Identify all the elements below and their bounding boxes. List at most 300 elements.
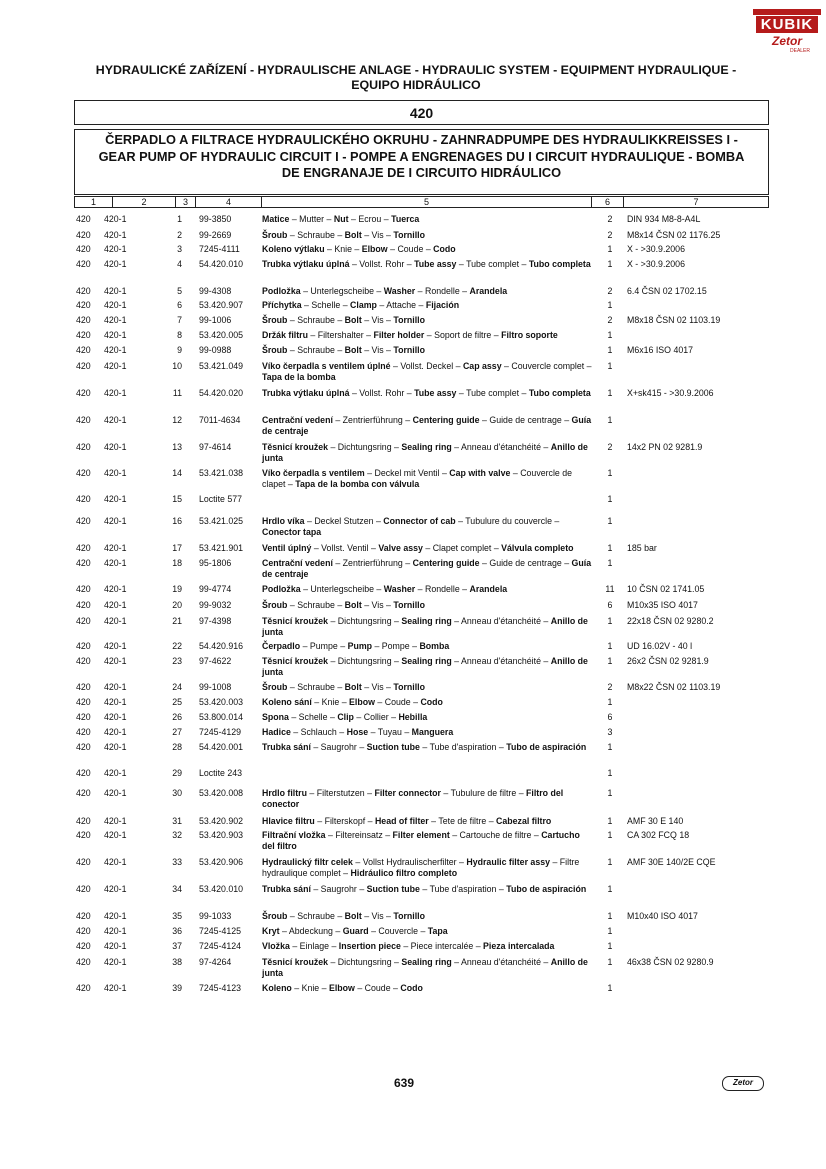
figure-cell: 420-1: [104, 286, 127, 296]
description-3: Sealing ring: [401, 442, 452, 452]
group-cell: 420: [76, 727, 91, 737]
description-4: Vis: [371, 682, 384, 692]
description-4: Pompe: [381, 641, 410, 651]
figure-cell: 420-1: [104, 600, 127, 610]
description-4: Vis: [371, 600, 384, 610]
description-5: Codo: [400, 983, 423, 993]
group-cell: 420: [76, 584, 91, 594]
description-3: Washer: [383, 584, 416, 594]
description-5: Anillo de junta: [262, 616, 588, 637]
description-5: Tornillo: [393, 600, 425, 610]
description-cell: Trubka sání – Saugrohr – Suction tube – Tube d'aspiration – Tubo de aspiración: [262, 884, 587, 894]
zetor-logo-text: Zetor: [772, 34, 802, 48]
figure-cell: 420-1: [104, 788, 127, 798]
description-5: Tubo completa: [528, 388, 591, 398]
part-number-cell: 99-3850: [199, 214, 232, 224]
position-cell: 24: [172, 682, 182, 692]
figure-cell: 420-1: [104, 641, 127, 651]
quantity-cell: 1: [607, 742, 613, 752]
quantity-cell: 1: [607, 468, 613, 478]
part-number-cell: 99-0988: [199, 345, 232, 355]
description-cell: Hrdlo filtru – Filterstutzen – Filter connector – Tubulure de filtre – Filtro del conector: [262, 788, 564, 809]
description-2: Knie: [321, 697, 340, 707]
group-cell: 420: [76, 641, 91, 651]
position-cell: 27: [172, 727, 182, 737]
description-3: Clamp: [350, 300, 377, 310]
quantity-cell: 3: [607, 727, 613, 737]
position-cell: 7: [177, 315, 182, 325]
description-4: Anneau d'étanchéité: [461, 616, 541, 626]
description-2: Schraube: [297, 600, 335, 610]
part-number-cell: 53.421.049: [199, 361, 244, 371]
description-5: Arandela: [469, 584, 508, 594]
description-2: Saugrohr: [320, 742, 357, 752]
description-cell: Hlavice filtru – Filterskopf – Head of filter – Tete de filtre – Cabezal filtro: [262, 816, 552, 826]
description-2: Unterlegscheibe: [310, 286, 374, 296]
position-cell: 13: [172, 442, 182, 452]
position-cell: 18: [172, 558, 182, 568]
description-cell: Těsnicí kroužek – Dichtungsring – Sealing ring – Anneau d'étanchéité – Anillo de junta: [262, 957, 588, 978]
description-4: Piece intercalée: [410, 941, 474, 951]
quantity-cell: 1: [607, 300, 613, 310]
description-5: Cabezal filtro: [496, 816, 552, 826]
description-2: Unterlegscheibe: [310, 584, 374, 594]
part-number-cell: 7245-4129: [199, 727, 242, 737]
description-cell: Víko čerpadla s ventilem – Deckel mit Ventil – Cap with valve – Couvercle de clapet – Tapa de la bomba con válvula: [262, 468, 573, 489]
description-5: Guía de centraje: [262, 558, 592, 579]
page-title-line2: EQUIPO HIDRÁULICO: [351, 78, 481, 92]
part-number-cell: 53.420.906: [199, 857, 244, 867]
description-cell: Koleno – Knie – Elbow – Coude – Codo: [262, 983, 423, 993]
description-2: Abdeckung: [288, 926, 333, 936]
figure-cell: 420-1: [104, 330, 127, 340]
description-cell: Koleno sání – Knie – Elbow – Coude – Codo: [262, 697, 443, 707]
description-4: Coude: [397, 244, 424, 254]
figure-cell: 420-1: [104, 388, 127, 398]
part-number-cell: 53.420.903: [199, 830, 244, 840]
description-1: Hydraulický filtr celek: [262, 857, 353, 867]
description-3: Valve assy: [378, 543, 423, 553]
description-cell: Těsnicí kroužek – Dichtungsring – Sealing ring – Anneau d'étanchéité – Anillo de junta: [262, 616, 588, 637]
description-1: Centrační vedení: [262, 415, 333, 425]
position-cell: 35: [172, 911, 182, 921]
figure-cell: 420-1: [104, 415, 127, 425]
description-cell: Šroub – Schraube – Bolt – Vis – Tornillo: [262, 682, 425, 692]
figure-cell: 420-1: [104, 442, 127, 452]
description-1: Filtrační vložka: [262, 830, 326, 840]
position-cell: 5: [177, 286, 182, 296]
description-2: Schraube: [297, 682, 335, 692]
position-cell: 31: [172, 816, 182, 826]
section-title-line1: ČERPADLO A FILTRACE HYDRAULICKÉHO OKRUHU - ZAHNRADPUMPE DES HYDRAULIKKREISSES I -: [105, 132, 738, 147]
description-1: Trubka sání: [262, 884, 311, 894]
description-1: Víko čerpadla s ventilem: [262, 468, 365, 478]
note-cell: 185 bar: [627, 543, 657, 553]
description-3: Centering guide: [412, 415, 480, 425]
description-1: Hlavice filtru: [262, 816, 315, 826]
part-number-cell: 97-4398: [199, 616, 232, 626]
description-5: Arandela: [469, 286, 508, 296]
column-header: 5: [262, 197, 592, 207]
group-cell: 420: [76, 816, 91, 826]
description-cell: Centrační vedení – Zentrierführung – Centering guide – Guide de centrage – Guía de centraje: [262, 415, 592, 436]
part-number-cell: 99-2669: [199, 230, 232, 240]
description-cell: Matice – Mutter – Nut – Ecrou – Tuerca: [262, 214, 420, 224]
position-cell: 2: [177, 230, 182, 240]
description-cell: Spona – Schelle – Clip – Collier – Hebilla: [262, 712, 428, 722]
quantity-cell: 1: [607, 388, 613, 398]
description-4: Coude: [384, 697, 411, 707]
quantity-cell: 1: [607, 697, 613, 707]
position-cell: 38: [172, 957, 182, 967]
quantity-cell: 1: [607, 330, 613, 340]
description-3: Suction tube: [366, 884, 420, 894]
column-header: 7: [693, 197, 699, 207]
description-3: Filter connector: [374, 788, 441, 798]
part-number-cell: Loctite 577: [199, 494, 243, 504]
description-4: Ecrou: [358, 214, 382, 224]
description-1: Koleno: [262, 983, 292, 993]
position-cell: 4: [177, 259, 182, 269]
figure-cell: 420-1: [104, 361, 127, 371]
description-2: Mutter: [299, 214, 325, 224]
description-5: Tornillo: [393, 911, 425, 921]
part-number-cell: 53.420.010: [199, 884, 244, 894]
description-4: Filtre hydraulique complet: [262, 857, 580, 878]
group-cell: 420: [76, 656, 91, 666]
description-1: Vložka: [262, 941, 290, 951]
description-3: Cap assy: [462, 361, 502, 371]
description-3: Elbow: [328, 983, 355, 993]
quantity-cell: 1: [607, 259, 613, 269]
group-cell: 420: [76, 616, 91, 626]
dealer-logo-text: DEALER: [790, 48, 811, 54]
description-4: Rondelle: [425, 584, 460, 594]
quantity-cell: 1: [607, 830, 613, 840]
description-5: Anillo de junta: [262, 656, 588, 677]
description-4: Tete de filtre: [438, 816, 487, 826]
description-2: Schraube: [297, 230, 335, 240]
description-2: Schelle: [298, 712, 328, 722]
quantity-cell: 1: [607, 244, 613, 254]
description-cell: Koleno výtlaku – Knie – Elbow – Coude – Codo: [262, 244, 456, 254]
note-cell: 14x2 PN 02 9281.9: [627, 442, 703, 452]
quantity-cell: 1: [607, 543, 613, 553]
description-5: Tuerca: [391, 214, 420, 224]
note-cell: M10x35 ISO 4017: [627, 600, 698, 610]
description-1: Šroub: [262, 600, 288, 610]
section-title-line2: GEAR PUMP OF HYDRAULIC CIRCUIT I - POMPE A ENGRENAGES DU I CIRCUIT HYDRAULIQUE - BOMBA: [98, 148, 745, 164]
group-cell: 420: [76, 516, 91, 526]
description-3: Washer: [383, 286, 416, 296]
group-cell: 420: [76, 300, 91, 310]
description-2: Einlage: [299, 941, 330, 951]
figure-cell: 420-1: [104, 543, 127, 553]
group-cell: 420: [76, 361, 91, 371]
description-5: Válvula completo: [501, 543, 574, 553]
description-4: Guide de centrage: [489, 558, 562, 568]
quantity-cell: 1: [607, 957, 613, 967]
description-cell: Čerpadlo – Pumpe – Pump – Pompe – Bomba: [262, 641, 450, 651]
part-number-cell: 54.420.010: [199, 259, 244, 269]
page-title-line1: HYDRAULICKÉ ZAŘÍZENÍ - HYDRAULISCHE ANLAGE - HYDRAULIC SYSTEM - EQUIPMENT HYDRAULIQUE -: [95, 63, 737, 77]
description-cell: Hydraulický filtr celek – Vollst Hydraulischerfilter – Hydraulic filter assy – Filtre hydraulique complet – Hidráulico filtro completo: [262, 857, 580, 878]
description-5: Tubo de aspiración: [506, 742, 587, 752]
part-number-cell: 53.421.038: [199, 468, 244, 478]
group-cell: 420: [76, 983, 91, 993]
description-4: Tube complet: [466, 388, 520, 398]
description-1: Trubka výtlaku úplná: [262, 388, 350, 398]
figure-cell: 420-1: [104, 468, 127, 478]
description-cell: Šroub – Schraube – Bolt – Vis – Tornillo: [262, 600, 425, 610]
description-2: Deckel Stutzen: [314, 516, 374, 526]
figure-cell: 420-1: [104, 911, 127, 921]
figure-cell: 420-1: [104, 315, 127, 325]
description-1: Koleno sání: [262, 697, 312, 707]
description-3: Suction tube: [366, 742, 420, 752]
description-4: Tuyau: [377, 727, 402, 737]
description-5: Hebilla: [398, 712, 428, 722]
description-4: Vis: [371, 315, 384, 325]
description-1: Šroub: [262, 682, 288, 692]
note-cell: DIN 934 M8-8-A4L: [627, 214, 701, 224]
description-4: Anneau d'étanchéité: [461, 656, 541, 666]
description-4: Vis: [371, 345, 384, 355]
description-2: Dichtungsring: [337, 957, 392, 967]
description-5: Tapa de la bomba: [262, 372, 336, 382]
position-cell: 1: [177, 214, 182, 224]
kubik-logo-text: KUBIK: [756, 16, 818, 33]
part-number-cell: 7245-4124: [199, 941, 242, 951]
quantity-cell: 2: [607, 214, 613, 224]
position-cell: 3: [177, 244, 182, 254]
description-3: Pump: [347, 641, 373, 651]
description-1: Čerpadlo: [262, 641, 301, 651]
part-number-cell: 97-4614: [199, 442, 232, 452]
description-cell: Centrační vedení – Zentrierführung – Centering guide – Guide de centrage – Guía de centraje: [262, 558, 592, 579]
quantity-cell: 1: [607, 788, 613, 798]
description-2: Schlauch: [300, 727, 337, 737]
description-5: Conector tapa: [262, 527, 322, 537]
group-cell: 420: [76, 468, 91, 478]
description-5: Tornillo: [393, 230, 425, 240]
description-1: Šroub: [262, 911, 288, 921]
description-5: Codo: [420, 697, 443, 707]
description-4: Cartouche de filtre: [459, 830, 532, 840]
group-cell: 420: [76, 926, 91, 936]
description-cell: Příchytka – Schelle – Clamp – Attache – Fijación: [262, 300, 460, 310]
description-4: Vis: [371, 911, 384, 921]
description-4: Couvercle: [378, 926, 419, 936]
description-cell: Ventil úplný – Vollst. Ventil – Valve assy – Clapet complet – Válvula completo: [262, 543, 574, 553]
description-5: Tornillo: [393, 315, 425, 325]
group-cell: 420: [76, 259, 91, 269]
quantity-cell: 1: [607, 983, 613, 993]
description-1: Podložka: [262, 584, 301, 594]
description-cell: Víko čerpadla s ventilem úplné – Vollst. Deckel – Cap assy – Couvercle complet – Tapa de la bomba: [262, 361, 592, 382]
group-cell: 420: [76, 442, 91, 452]
description-3: Tube assy: [414, 259, 457, 269]
description-4: Couvercle complet: [511, 361, 585, 371]
column-header: 6: [592, 197, 624, 207]
figure-cell: 420-1: [104, 727, 127, 737]
description-4: Collier: [363, 712, 389, 722]
description-1: Hrdlo filtru: [262, 788, 307, 798]
position-cell: 30: [172, 788, 182, 798]
description-1: Těsnicí kroužek: [262, 957, 329, 967]
part-number-cell: 99-4774: [199, 584, 232, 594]
description-5: Fijación: [425, 300, 460, 310]
position-cell: 6: [177, 300, 182, 310]
note-cell: M8x22 ČSN 02 1103.19: [627, 682, 721, 692]
quantity-cell: 2: [607, 682, 613, 692]
figure-cell: 420-1: [104, 244, 127, 254]
figure-cell: 420-1: [104, 884, 127, 894]
figure-cell: 420-1: [104, 214, 127, 224]
description-4: Soport de filtre: [434, 330, 492, 340]
description-1: Centrační vedení: [262, 558, 333, 568]
figure-cell: 420-1: [104, 259, 127, 269]
position-cell: 21: [172, 616, 182, 626]
note-cell: 22x18 ČSN 02 9280.2: [627, 616, 714, 626]
description-5: Anillo de junta: [262, 442, 588, 463]
figure-cell: 420-1: [104, 516, 127, 526]
description-2: Dichtungsring: [337, 616, 392, 626]
description-3: Elbow: [361, 244, 388, 254]
position-cell: 9: [177, 345, 182, 355]
quantity-cell: 2: [607, 230, 613, 240]
note-cell: M8x18 ČSN 02 1103.19: [627, 315, 721, 325]
description-4: Tube d'aspiration: [429, 742, 497, 752]
description-1: Šroub: [262, 345, 288, 355]
group-cell: 420: [76, 857, 91, 867]
description-3: Cap with valve: [449, 468, 511, 478]
figure-cell: 420-1: [104, 682, 127, 692]
part-number-cell: 54.420.020: [199, 388, 244, 398]
quantity-cell: 2: [607, 315, 613, 325]
description-4: Attache: [386, 300, 417, 310]
note-cell: M8x14 ČSN 02 1176.25: [627, 230, 721, 240]
description-3: Head of filter: [374, 816, 429, 826]
description-1: Trubka sání: [262, 742, 311, 752]
description-3: Elbow: [349, 697, 375, 707]
description-1: Trubka výtlaku úplná: [262, 259, 350, 269]
description-2: Zentrierführung: [342, 558, 403, 568]
description-3: Connector of cab: [383, 516, 456, 526]
description-4: Tube complet: [466, 259, 520, 269]
note-cell: CA 302 FCQ 18: [627, 830, 690, 840]
description-3: Bolt: [344, 911, 362, 921]
quantity-cell: 1: [607, 516, 613, 526]
position-cell: 8: [177, 330, 182, 340]
group-cell: 420: [76, 330, 91, 340]
description-4: Tubulure du couvercle: [465, 516, 552, 526]
note-cell: AMF 30 E 140: [627, 816, 684, 826]
quantity-cell: 11: [605, 584, 615, 594]
description-5: Tornillo: [393, 345, 425, 355]
group-cell: 420: [76, 957, 91, 967]
description-3: Sealing ring: [401, 957, 452, 967]
column-header: 4: [196, 197, 262, 207]
description-2: Schraube: [297, 315, 335, 325]
description-1: Víko čerpadla s ventilem úplné: [262, 361, 391, 371]
description-2: Knie: [334, 244, 352, 254]
description-4: Anneau d'étanchéité: [461, 442, 541, 452]
description-5: Pieza intercalada: [483, 941, 555, 951]
description-5: Tubo de aspiración: [506, 884, 587, 894]
figure-cell: 420-1: [104, 941, 127, 951]
description-4: Clapet complet: [432, 543, 492, 553]
position-cell: 23: [172, 656, 182, 666]
figure-cell: 420-1: [104, 558, 127, 568]
part-number-cell: 7245-4111: [199, 244, 240, 254]
description-3: Bolt: [344, 682, 362, 692]
description-cell: Podložka – Unterlegscheibe – Washer – Rondelle – Arandela: [262, 286, 508, 296]
figure-cell: 420-1: [104, 857, 127, 867]
column-header: 1: [75, 197, 113, 207]
quantity-cell: 1: [607, 345, 613, 355]
description-2: Dichtungsring: [337, 442, 392, 452]
description-1: Hrdlo víka: [262, 516, 305, 526]
description-1: Příchytka: [262, 300, 302, 310]
position-cell: 17: [172, 543, 182, 553]
description-1: Těsnicí kroužek: [262, 442, 329, 452]
part-number-cell: 54.420.916: [199, 641, 244, 651]
description-4: Coude: [364, 983, 391, 993]
figure-cell: 420-1: [104, 830, 127, 840]
figure-cell: 420-1: [104, 768, 127, 778]
position-cell: 22: [172, 641, 182, 651]
description-cell: Hadice – Schlauch – Hose – Tuyau – Manguera: [262, 727, 454, 737]
figure-cell: 420-1: [104, 300, 127, 310]
description-4: Tube d'aspiration: [429, 884, 497, 894]
note-cell: UD 16.02V - 40 l: [627, 641, 693, 651]
description-cell: Vložka – Einlage – Insertion piece – Piece intercalée – Pieza intercalada: [262, 941, 555, 951]
description-4: Vis: [371, 230, 384, 240]
note-cell: X - >30.9.2006: [627, 244, 685, 254]
description-1: Hadice: [262, 727, 291, 737]
description-5: Filtro del conector: [262, 788, 564, 809]
description-cell: Podložka – Unterlegscheibe – Washer – Rondelle – Arandela: [262, 584, 508, 594]
description-5: Codo: [433, 244, 456, 254]
part-number-cell: 53.420.902: [199, 816, 244, 826]
description-3: Nut: [333, 214, 349, 224]
description-cell: Šroub – Schraube – Bolt – Vis – Tornillo: [262, 911, 425, 921]
description-1: Držák filtru: [262, 330, 308, 340]
position-cell: 32: [172, 830, 182, 840]
description-1: Těsnicí kroužek: [262, 656, 329, 666]
position-cell: 37: [172, 941, 182, 951]
description-5: Filtro soporte: [501, 330, 558, 340]
note-cell: X+sk415 - >30.9.2006: [627, 388, 714, 398]
note-cell: 46x38 ČSN 02 9280.9: [627, 957, 714, 967]
description-2: Vollst. Rohr: [359, 388, 405, 398]
column-header: 3: [176, 197, 196, 207]
description-5: Bomba: [419, 641, 450, 651]
group-cell: 420: [76, 788, 91, 798]
group-cell: 420: [76, 345, 91, 355]
part-number-cell: 95-1806: [199, 558, 232, 568]
description-1: Kryt: [262, 926, 280, 936]
description-3: Bolt: [344, 230, 362, 240]
group-cell: 420: [76, 600, 91, 610]
figure-cell: 420-1: [104, 816, 127, 826]
description-2: Vollst. Rohr: [359, 259, 405, 269]
figure-cell: 420-1: [104, 742, 127, 752]
group-cell: 420: [76, 388, 91, 398]
group-cell: 420: [76, 315, 91, 325]
description-2: Knie: [301, 983, 320, 993]
